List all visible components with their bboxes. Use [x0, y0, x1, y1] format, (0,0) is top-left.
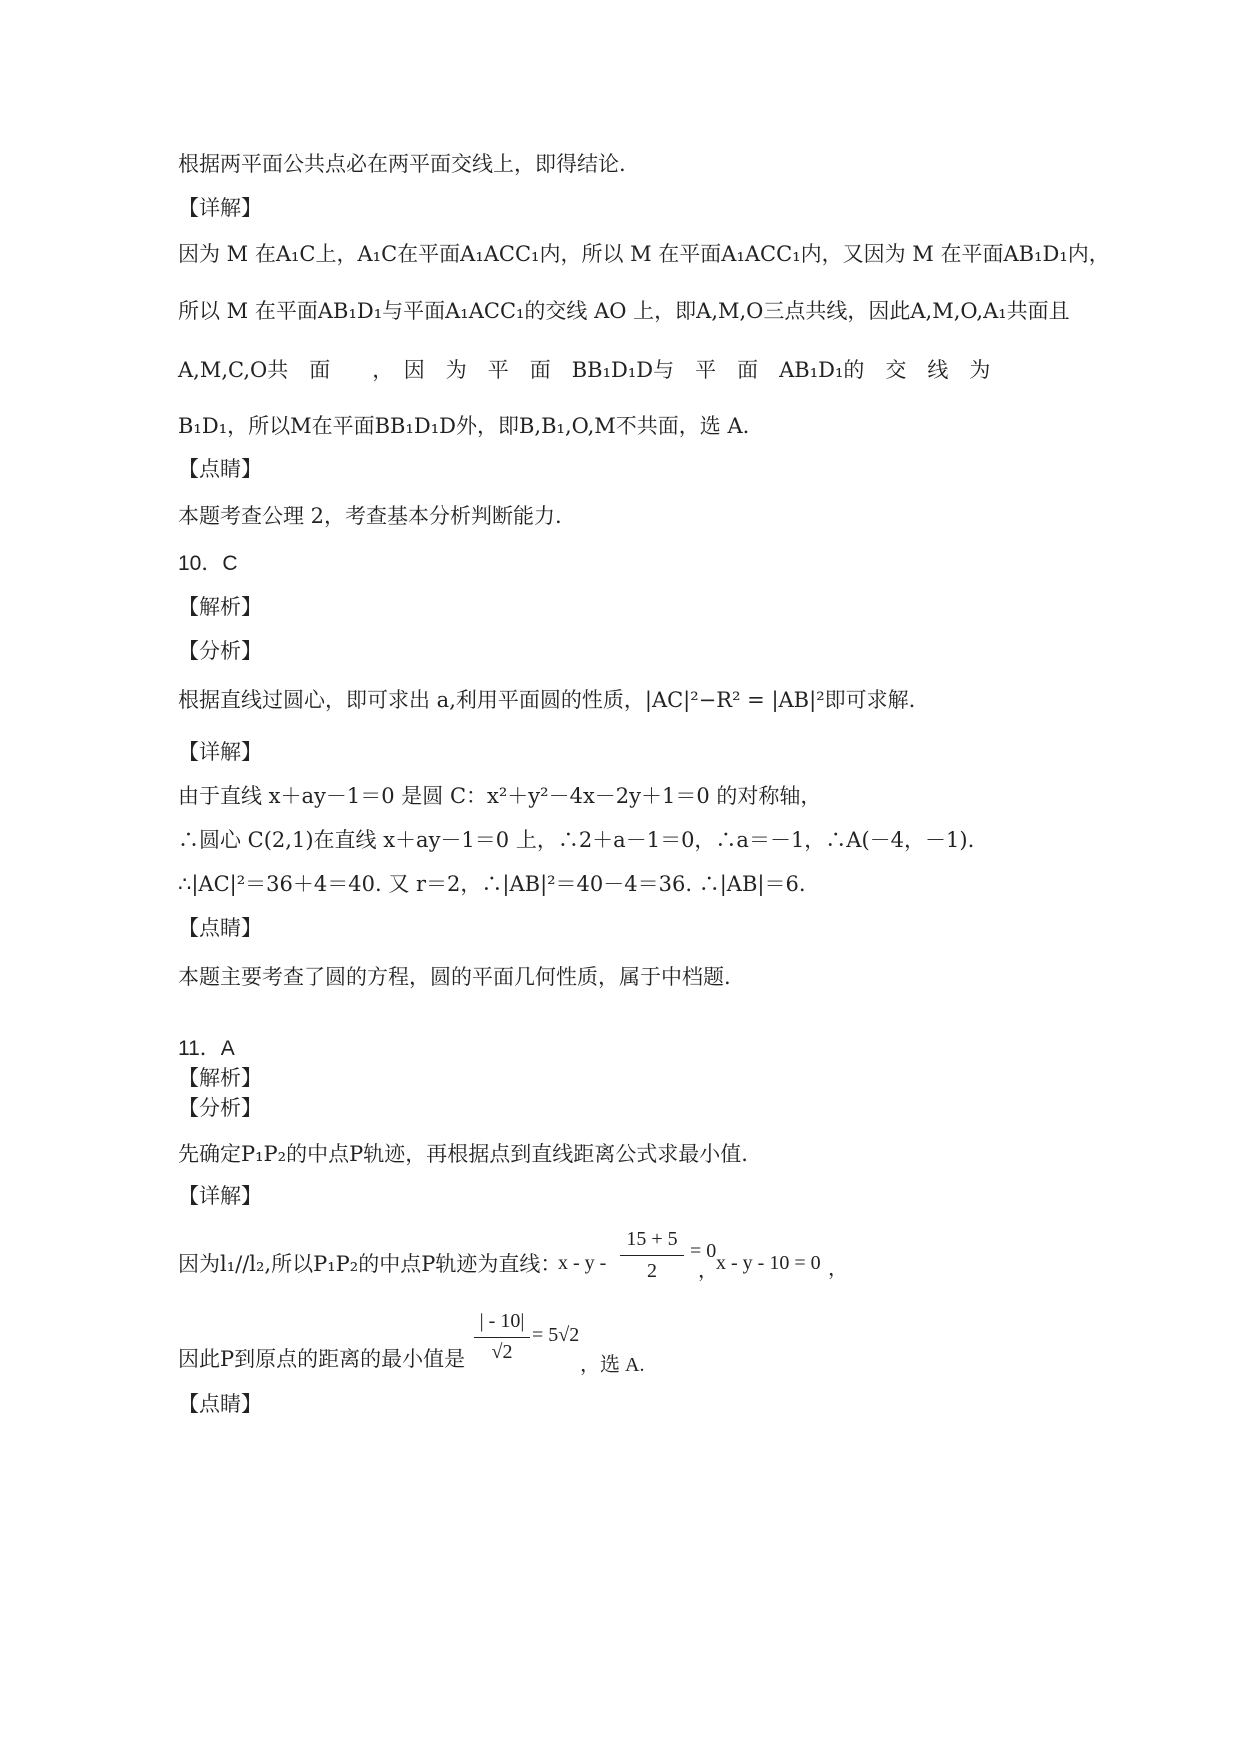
text-line-22: 先确定P₁P₂的中点P轨迹，再根据点到直线距离公式求最小值. — [178, 1142, 748, 1166]
eq1-second: x - y - 10 = 0 — [716, 1252, 821, 1274]
text-line-5: A,M,C,O共 面 ， 因 为 平 面 BB₁D₁D与 平 面 AB₁D₁的 交 线 为 — [178, 358, 991, 382]
eq1-denominator: 2 — [647, 1260, 657, 1282]
text-line-14: 由于直线 x＋ay－1＝0 是圆 C：x²＋y²－4x－2y＋1＝0 的对称轴， — [178, 784, 822, 808]
eq2-right: = 5√2 — [532, 1324, 580, 1346]
text-line-24: 因为l₁//l₂,所以P₁P₂的中点P轨迹为直线： — [178, 1252, 562, 1276]
eq2-numerator: | - 10| — [479, 1310, 525, 1332]
text-line-4: 所以 M 在平面AB₁D₁与平面A₁ACC₁的交线 AO 上，即A,M,O三点共线，因此A,M,O,A₁共面且 — [178, 299, 1070, 323]
eq1-right: = 0 — [690, 1240, 717, 1262]
section-heading-solution: 【解析】 — [178, 595, 262, 619]
question-number-11: 11．A — [178, 1037, 235, 1060]
section-heading-analysis-2: 【分析】 — [178, 1096, 262, 1120]
section-heading-comment: 【点睛】 — [178, 457, 262, 481]
text-line-8: 本题考查公理 2，考查基本分析判断能力. — [178, 504, 562, 528]
text-line-3: 因为 M 在A₁C上，A₁C在平面A₁ACC₁内，所以 M 在平面A₁ACC₁内，又因为 M 在平面AB₁D₁内， — [178, 242, 1110, 266]
eq1-left: x - y - — [558, 1252, 607, 1274]
eq2-denominator: √2 — [491, 1341, 513, 1363]
section-heading-detail: 【详解】 — [178, 196, 262, 220]
eq2-tail: ，选 A. — [580, 1354, 645, 1376]
section-heading-detail-3: 【详解】 — [178, 1184, 262, 1208]
section-heading-analysis: 【分析】 — [178, 639, 262, 663]
eq1-separator: ， — [698, 1260, 718, 1282]
section-heading-solution-2: 【解析】 — [178, 1066, 262, 1090]
eq1-tail: ， — [828, 1258, 848, 1280]
text-line-6: B₁D₁，所以M在平面BB₁D₁D外，即B,B₁,O,M不共面，选 A. — [178, 414, 750, 438]
text-line-25: 因此P到原点的距离的最小值是 — [178, 1347, 466, 1371]
text-line-1: 根据两平面公共点必在两平面交线上，即得结论. — [178, 152, 626, 176]
question-number-10: 10．C — [178, 552, 238, 575]
text-line-12: 根据直线过圆心，即可求出 a,利用平面圆的性质，|AC|²−R² = |AB|²即可求解. — [178, 688, 916, 712]
text-line-18: 本题主要考查了圆的方程，圆的平面几何性质，属于中档题. — [178, 965, 731, 989]
section-heading-detail-2: 【详解】 — [178, 740, 262, 764]
eq2-fraction-bar — [474, 1337, 530, 1338]
eq1-numerator: 15 + 5 — [626, 1228, 678, 1250]
eq1-fraction-bar — [620, 1255, 684, 1256]
text-line-16: ∴|AC|²＝36＋4＝40. 又 r＝2，∴|AB|²＝40－4＝36. ∴|AB|＝6. — [178, 872, 806, 896]
section-heading-comment-3: 【点睛】 — [178, 1392, 262, 1416]
section-heading-comment-2: 【点睛】 — [178, 916, 262, 940]
text-line-15: ∴圆心 C(2,1)在直线 x＋ay－1＝0 上，∴2＋a－1＝0，∴a＝－1，∴A(－4，－1). — [178, 828, 975, 852]
